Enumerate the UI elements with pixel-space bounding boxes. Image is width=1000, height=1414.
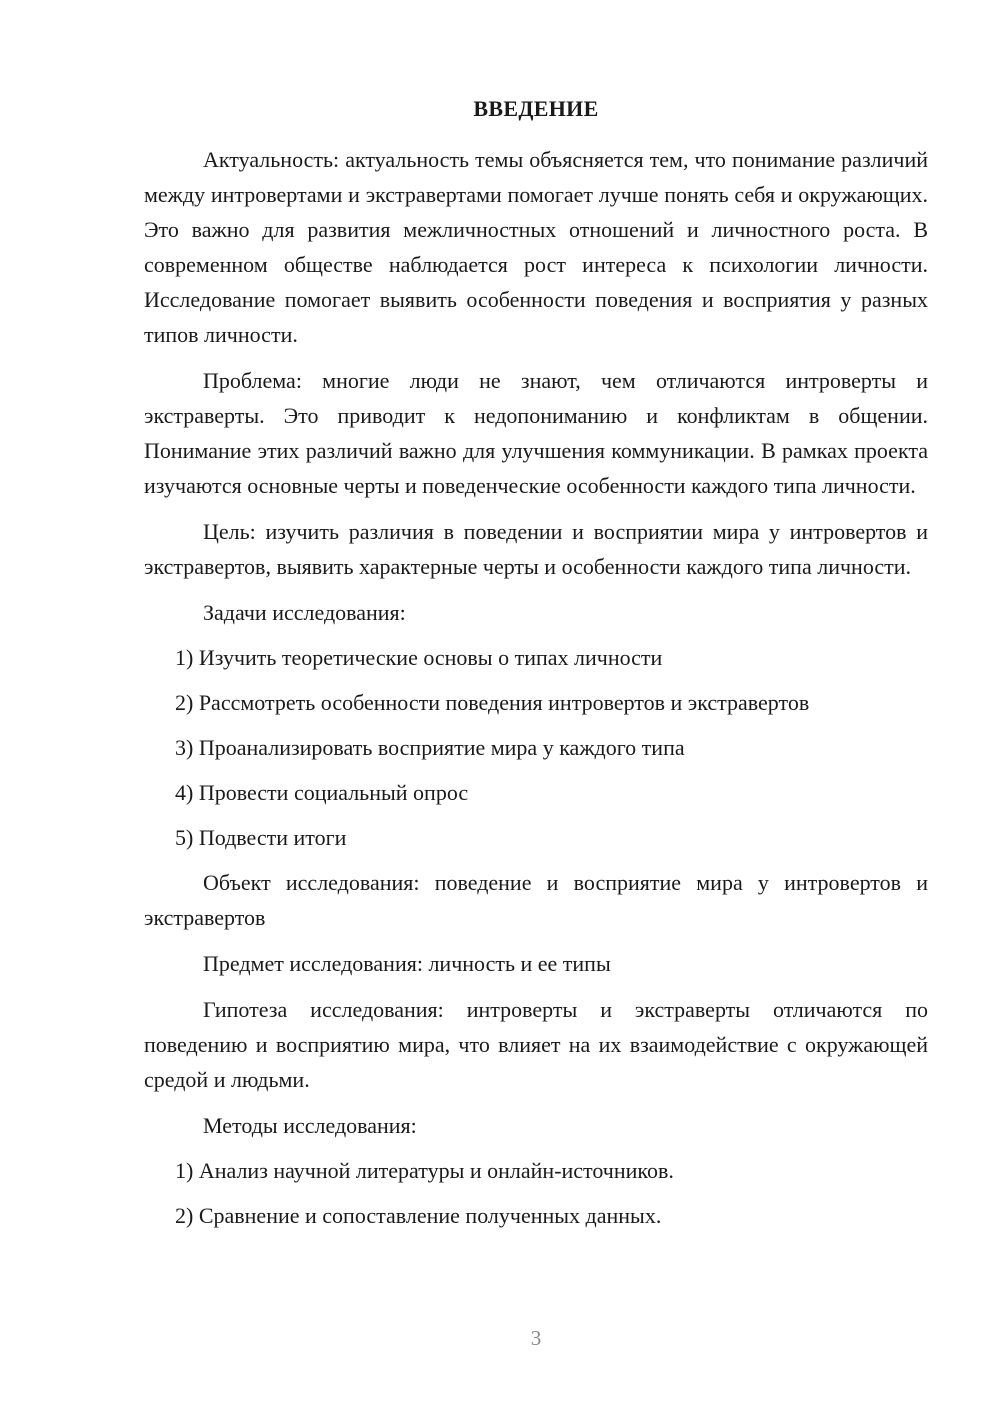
methods-heading: Методы исследования:: [203, 1113, 417, 1138]
document-body: [144, 142, 928, 1243]
list-item: 3) Проанализировать восприятие мира у каждого типа: [175, 735, 685, 760]
problem-paragraph: Проблема: многие люди не знают, чем отличаются интроверты и экстраверты. Это приводит к недопониманию и конфликтам в общении. Понимание этих различий важно для улучшения коммуникации. В рамках проекта изучаются основные черты и поведенческие особенности каждого типа личности.: [144, 368, 928, 498]
list-item: 1) Изучить теоретические основы о типах личности: [175, 645, 663, 670]
list-item: 4) Провести социальный опрос: [175, 780, 469, 805]
hypothesis-paragraph: Гипотеза исследования: интроверты и экстраверты отличаются по поведению и восприятию мира, что влияет на их взаимодействие с окружающей средой и людьми.: [144, 997, 928, 1092]
list-item: 1) Анализ научной литературы и онлайн-источников.: [175, 1158, 674, 1183]
page-number: 3: [530, 1326, 542, 1350]
methods-list: [144, 1153, 928, 1233]
tasks-list: [144, 640, 928, 855]
subject-paragraph: Предмет исследования: личность и ее типы: [203, 951, 611, 976]
goal-paragraph: Цель: изучить различия в поведении и восприятии мира у интровертов и экстравертов, выявить характерные черты и особенности каждого типа личности.: [144, 519, 928, 579]
page-title: ВВЕДЕНИЕ: [473, 96, 599, 121]
list-item: 2) Сравнение и сопоставление полученных данных.: [175, 1203, 662, 1228]
tasks-heading: Задачи исследования:: [203, 600, 406, 625]
list-item: 2) Рассмотреть особенности поведения интровертов и экстравертов: [175, 690, 810, 715]
object-paragraph: Объект исследования: поведение и восприятие мира у интровертов и экстравертов: [144, 870, 928, 930]
relevance-paragraph: Актуальность: актуальность темы объясняется тем, что понимание различий между интровертами и экстравертами помогает лучше понять себя и окружающих. Это важно для развития межличностных отношений и личностного роста. В современном обществе наблюдается рост интереса к психологии личности. Исследование помогает выявить особенности поведения и восприятия у разных типов личности.: [144, 147, 928, 347]
list-item: 5) Подвести итоги: [175, 825, 347, 850]
